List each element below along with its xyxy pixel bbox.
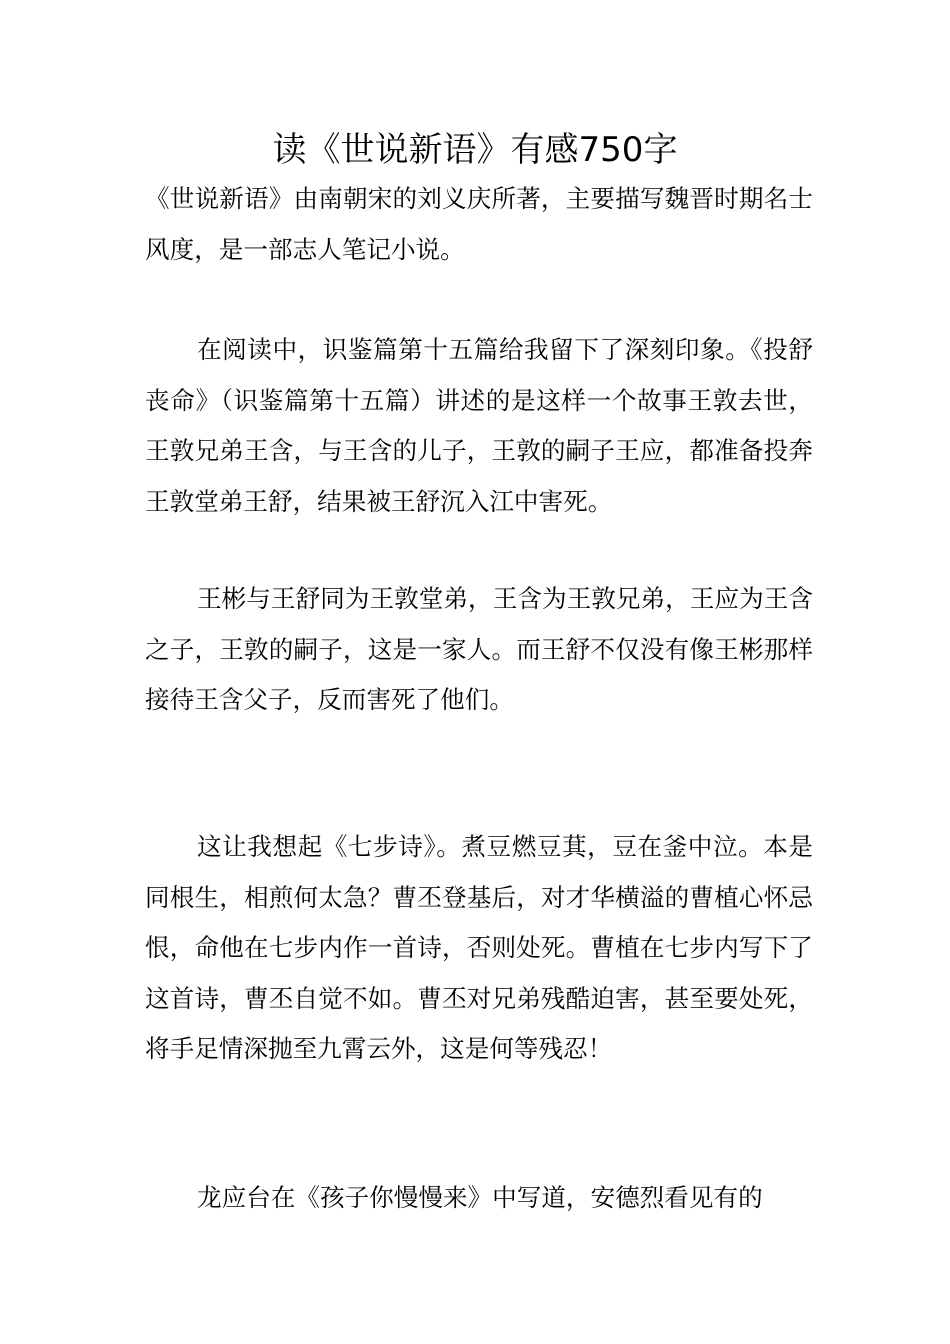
document-title: 读《世说新语》有感750字 bbox=[272, 130, 678, 170]
paragraph-seven-step-poem: 这让我想起《七步诗》。煮豆燃豆萁，豆在釜中泣。本是同根生，相煎何太急？曹丕登基后，对才华横溢的曹植心怀忌恨，命他在七步内作一首诗，否则处死。曹植在七步内写下了这首诗，曹丕自觉不如。曹丕对兄弟残酷迫害，甚至要处死，将手足情深抛至九霄云外，这是何等残忍！ bbox=[145, 832, 813, 1063]
paragraph-long-yingtai: 龙应台在《孩子你慢慢来》中写道，安德烈看见有的 bbox=[197, 1183, 763, 1212]
paragraph-story: 在阅读中，识鉴篇第十五篇给我留下了深刻印象。《投舒丧命》（识鉴篇第十五篇）讲述的是这样一个故事王敦去世，王敦兄弟王含，与王含的儿子，王敦的嗣子王应，都准备投奔王敦堂弟王舒，结果被王舒沉入江中害死。 bbox=[145, 335, 813, 516]
paragraph-family: 王彬与王舒同为王敦堂弟，王含为王敦兄弟，王应为王含之子，王敦的嗣子，这是一家人。而王舒不仅没有像王彬那样接待王含父子，反而害死了他们。 bbox=[145, 584, 813, 714]
paragraph-intro: 《世说新语》由南朝宋的刘义庆所著，主要描写魏晋时期名士风度，是一部志人笔记小说。 bbox=[145, 184, 813, 264]
